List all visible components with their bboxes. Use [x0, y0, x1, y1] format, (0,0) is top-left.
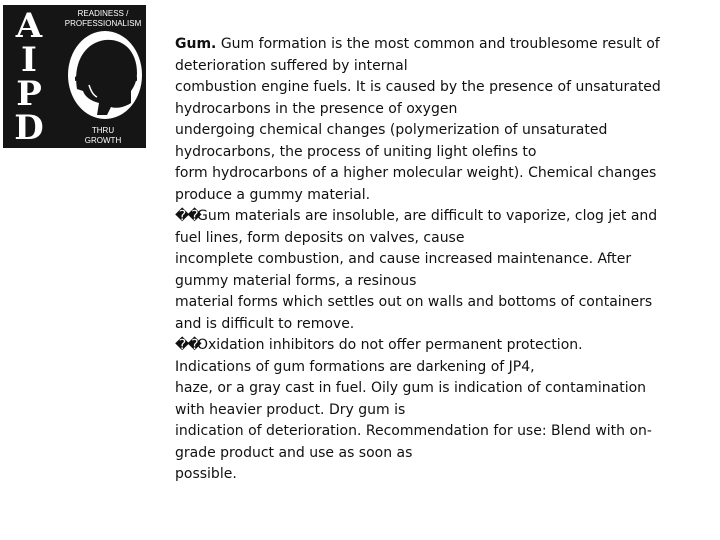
bullet-glyph: ��: [175, 337, 200, 353]
logo-letter: P: [16, 74, 42, 114]
logo-bottom-line: GROWTH: [84, 136, 122, 145]
logo-letter: I: [21, 40, 37, 80]
text-line: with heavier product. Dry gum is: [175, 401, 406, 418]
text-line: hydrocarbons in the presence of oxygen: [175, 100, 458, 117]
logo-top-text: [61, 9, 145, 29]
bullet-glyph: ��: [175, 208, 200, 224]
logo-letter: D: [14, 108, 44, 148]
helmeted-soldier-icon: [67, 31, 143, 125]
text-line: haze, or a gray cast in fuel. Oily gum is indication of contamination: [175, 380, 647, 396]
text-line-content: Oxidation inhibitors do not offer permanent protection.: [197, 337, 583, 353]
text-line: possible.: [175, 466, 237, 482]
logo-bottom-text: [61, 126, 145, 146]
text-line: fuel lines, form deposits on valves, cause: [175, 229, 465, 246]
bold-heading: Gum.: [175, 36, 217, 52]
text-line: undergoing chemical changes (polymerization of unsaturated: [175, 122, 608, 138]
text-line: combustion engine fuels. It is caused by the presence of unsaturated: [175, 79, 661, 95]
logo-top-line: PROFESSIONALISM: [64, 19, 142, 28]
text-line: deterioration suffered by internal: [175, 57, 408, 74]
text-line: incomplete combustion, and cause increased maintenance. After: [175, 251, 632, 267]
text-line: gummy material forms, a resinous: [175, 272, 417, 289]
text-line: grade product and use as soon as: [175, 444, 413, 461]
text-line: produce a gummy material.: [175, 186, 371, 203]
text-line: form hydrocarbons of a higher molecular weight). Chemical changes: [175, 165, 657, 181]
text-line-content: Gum formation is the most common and troublesome result of: [216, 36, 660, 52]
logo-letter: A: [15, 6, 43, 46]
text-line: [175, 335, 690, 357]
text-line: Indications of gum formations are darkening of JP4,: [175, 358, 535, 375]
text-line: indication of deterioration. Recommendation for use: Blend with on-: [175, 423, 652, 439]
text-line: hydrocarbons, the process of uniting light olefins to: [175, 143, 537, 160]
text-line: and is difficult to remove.: [175, 315, 355, 332]
logo-letters: [6, 6, 52, 148]
document-body: [175, 34, 690, 486]
text-line: [175, 206, 690, 228]
text-line: material forms which settles out on walls and bottoms of containers: [175, 294, 653, 310]
text-line: [175, 34, 690, 56]
logo-top-line: READINESS /: [77, 9, 129, 18]
text-line-content: Gum materials are insoluble, are difficult to vaporize, clog jet and: [197, 208, 658, 224]
logo-bottom-line: THRU: [91, 126, 115, 135]
aipd-logo: [3, 5, 146, 148]
